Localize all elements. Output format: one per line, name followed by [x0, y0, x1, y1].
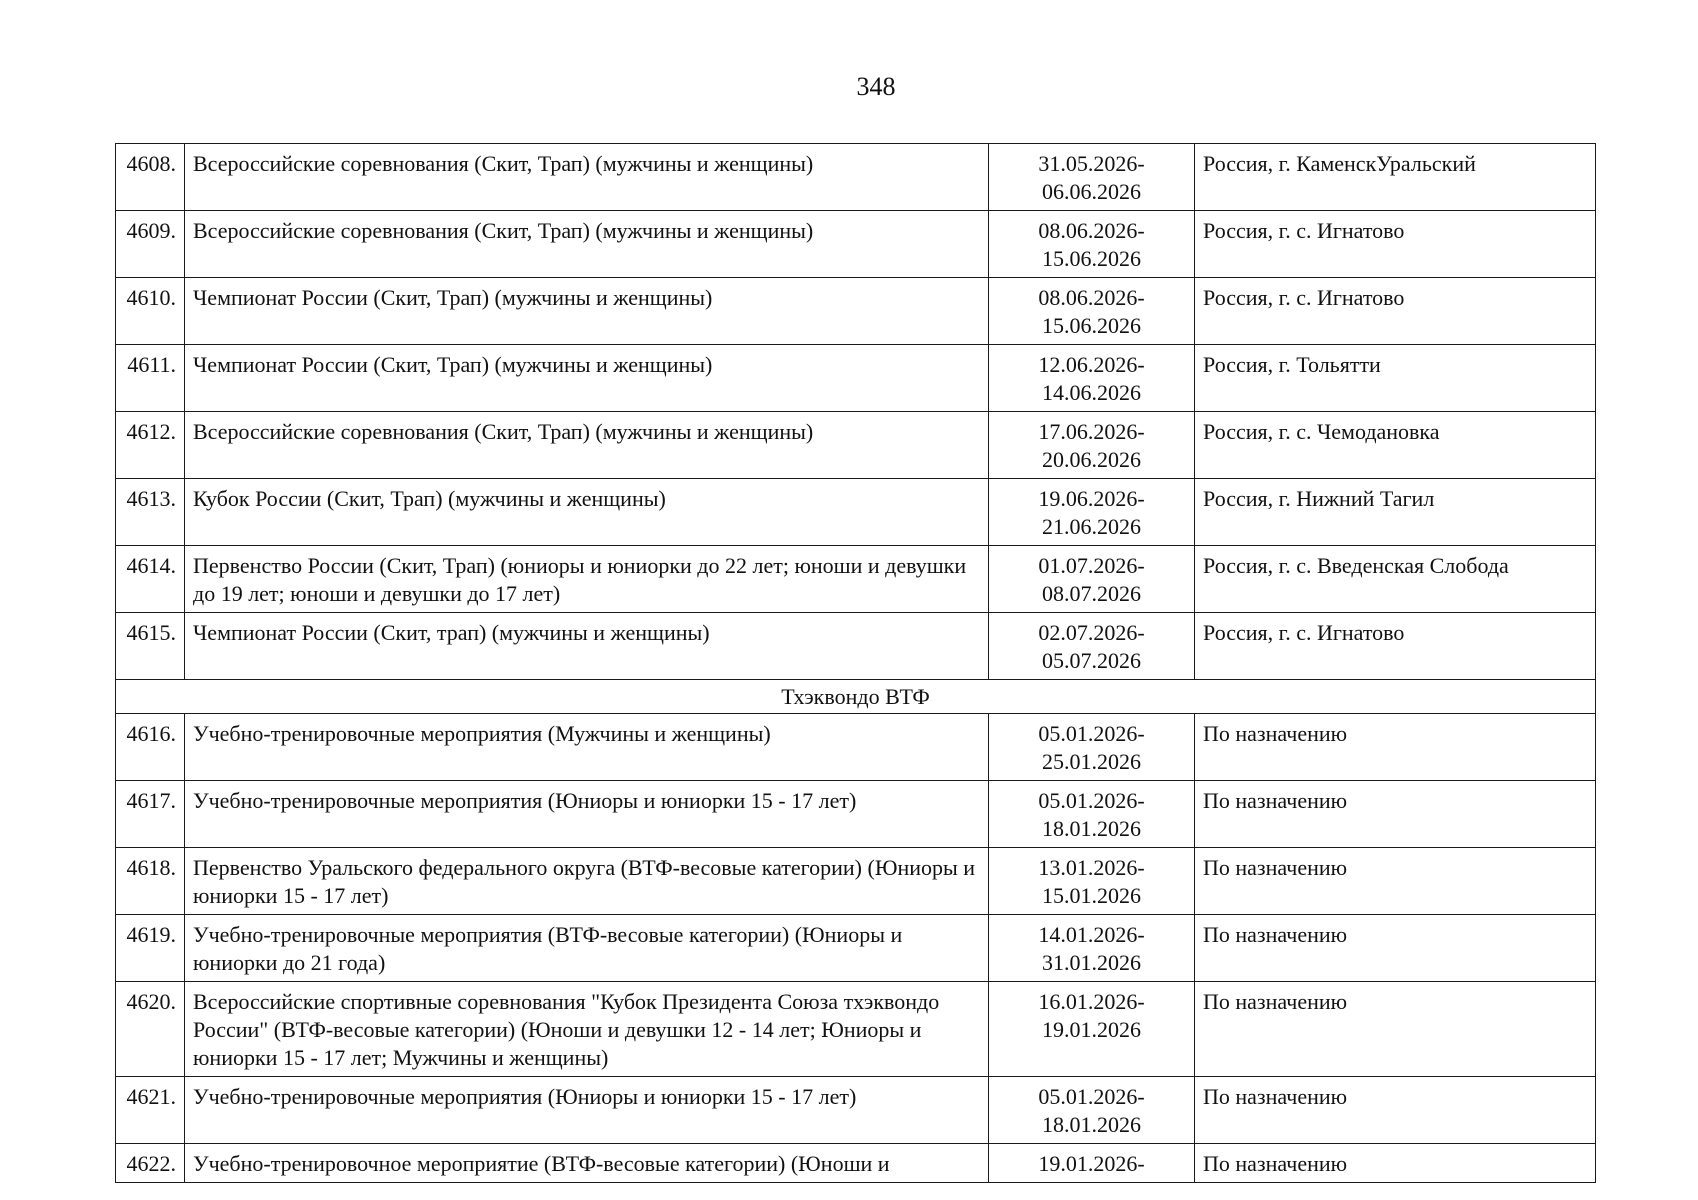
event-date-end: 08.07.2026: [1042, 581, 1141, 606]
event-row: [116, 1144, 1596, 1183]
event-name: Учебно-тренировочные мероприятия (Юниоры и юниорки 15 - 17 лет): [185, 1077, 989, 1144]
event-place: По назначению: [1195, 1144, 1596, 1183]
event-place: По назначению: [1195, 848, 1596, 915]
event-row: [116, 345, 1596, 412]
event-place: Россия, г. КаменскУральский: [1195, 144, 1596, 211]
event-number: 4619.: [116, 915, 185, 982]
section-header-row: [116, 680, 1596, 714]
event-date-start: 08.06.2026-: [1038, 218, 1145, 243]
section-title: Тхэквондо ВТФ: [116, 680, 1596, 714]
event-row: [116, 848, 1596, 915]
section-header-group: [116, 680, 1596, 714]
event-place: По назначению: [1195, 915, 1596, 982]
event-date-end: 20.06.2026: [1042, 447, 1141, 472]
event-dates: [989, 479, 1195, 546]
event-dates: [989, 144, 1195, 211]
event-number: 4616.: [116, 714, 185, 781]
event-date-end: 15.01.2026: [1042, 883, 1141, 908]
event-date-end: 14.06.2026: [1042, 380, 1141, 405]
event-name: Учебно-тренировочные мероприятия (Мужчины и женщины): [185, 714, 989, 781]
events-table: [115, 143, 1596, 1183]
event-dates: [989, 412, 1195, 479]
event-name: Кубок России (Скит, Трап) (мужчины и женщины): [185, 479, 989, 546]
event-number: 4612.: [116, 412, 185, 479]
event-dates: [989, 1077, 1195, 1144]
event-date-start: 05.01.2026-: [1038, 1084, 1145, 1109]
event-dates: [989, 1144, 1195, 1183]
event-dates: [989, 613, 1195, 680]
event-place: По назначению: [1195, 982, 1596, 1077]
page-number: 348: [856, 72, 896, 101]
event-date-start: 12.06.2026-: [1038, 352, 1145, 377]
event-name: Чемпионат России (Скит, трап) (мужчины и женщины): [185, 613, 989, 680]
event-date-start: 05.01.2026-: [1038, 721, 1145, 746]
events-group-taekwondo: [116, 714, 1596, 1183]
event-date-start: 05.01.2026-: [1038, 788, 1145, 813]
event-date-end: 18.01.2026: [1042, 816, 1141, 841]
event-name: Всероссийские спортивные соревнования "Кубок Президента Союза тхэквондо России" (ВТФ-весовые категории) (Юноши и девушки 12 - 14 лет; Юниоры и юниорки 15 - 17 лет; Мужчины и женщины): [185, 982, 989, 1077]
event-row: [116, 613, 1596, 680]
event-number: 4611.: [116, 345, 185, 412]
event-row: [116, 546, 1596, 613]
event-number: 4622.: [116, 1144, 185, 1183]
event-date-end: 25.01.2026: [1042, 749, 1141, 774]
event-place: Россия, г. с. Игнатово: [1195, 211, 1596, 278]
event-dates: [989, 848, 1195, 915]
event-name: Всероссийские соревнования (Скит, Трап) (мужчины и женщины): [185, 144, 989, 211]
event-number: 4608.: [116, 144, 185, 211]
event-date-end: 05.07.2026: [1042, 648, 1141, 673]
event-date-start: 19.01.2026-: [1038, 1151, 1145, 1176]
event-row: [116, 278, 1596, 345]
event-date-end: 06.06.2026: [1042, 179, 1141, 204]
event-place: Россия, г. с. Чемодановка: [1195, 412, 1596, 479]
event-dates: [989, 211, 1195, 278]
event-place: Россия, г. с. Введенская Слобода: [1195, 546, 1596, 613]
event-date-end: 31.01.2026: [1042, 950, 1141, 975]
event-dates: [989, 982, 1195, 1077]
event-place: По назначению: [1195, 781, 1596, 848]
event-date-end: 15.06.2026: [1042, 246, 1141, 271]
event-row: [116, 144, 1596, 211]
event-date-start: 17.06.2026-: [1038, 419, 1145, 444]
event-number: 4609.: [116, 211, 185, 278]
event-row: [116, 1077, 1596, 1144]
event-date-end: 21.06.2026: [1042, 514, 1141, 539]
event-place: По назначению: [1195, 1077, 1596, 1144]
event-row: [116, 211, 1596, 278]
event-name: Первенство Уральского федерального округа (ВТФ-весовые категории) (Юниоры и юниорки 15 - 17 лет): [185, 848, 989, 915]
event-name: Учебно-тренировочное мероприятие (ВТФ-весовые категории) (Юноши и: [185, 1144, 989, 1183]
event-date-start: 31.05.2026-: [1038, 151, 1145, 176]
event-number: 4621.: [116, 1077, 185, 1144]
event-place: Россия, г. с. Игнатово: [1195, 278, 1596, 345]
event-date-start: 01.07.2026-: [1038, 553, 1145, 578]
event-place: Россия, г. с. Игнатово: [1195, 613, 1596, 680]
event-dates: [989, 915, 1195, 982]
event-date-start: 19.06.2026-: [1038, 486, 1145, 511]
event-date-end: 15.06.2026: [1042, 313, 1141, 338]
event-place: Россия, г. Нижний Тагил: [1195, 479, 1596, 546]
event-dates: [989, 546, 1195, 613]
event-dates: [989, 345, 1195, 412]
event-place: По назначению: [1195, 714, 1596, 781]
event-place: Россия, г. Тольятти: [1195, 345, 1596, 412]
event-name: Чемпионат России (Скит, Трап) (мужчины и женщины): [185, 345, 989, 412]
events-group-shooting: [116, 144, 1596, 680]
event-date-start: 02.07.2026-: [1038, 620, 1145, 645]
event-name: Учебно-тренировочные мероприятия (ВТФ-весовые категории) (Юниоры и юниорки до 21 года): [185, 915, 989, 982]
event-date-start: 16.01.2026-: [1038, 989, 1145, 1014]
event-name: Чемпионат России (Скит, Трап) (мужчины и женщины): [185, 278, 989, 345]
event-dates: [989, 278, 1195, 345]
event-row: [116, 479, 1596, 546]
event-number: 4614.: [116, 546, 185, 613]
event-row: [116, 781, 1596, 848]
event-date-end: 19.01.2026: [1042, 1017, 1141, 1042]
event-row: [116, 714, 1596, 781]
event-name: Всероссийские соревнования (Скит, Трап) (мужчины и женщины): [185, 211, 989, 278]
event-number: 4620.: [116, 982, 185, 1077]
event-date-start: 13.01.2026-: [1038, 855, 1145, 880]
event-date-start: 08.06.2026-: [1038, 285, 1145, 310]
event-dates: [989, 781, 1195, 848]
event-dates: [989, 714, 1195, 781]
event-number: 4615.: [116, 613, 185, 680]
event-row: [116, 982, 1596, 1077]
event-date-start: 14.01.2026-: [1038, 922, 1145, 947]
event-number: 4618.: [116, 848, 185, 915]
event-name: Всероссийские соревнования (Скит, Трап) (мужчины и женщины): [185, 412, 989, 479]
event-number: 4617.: [116, 781, 185, 848]
event-number: 4613.: [116, 479, 185, 546]
event-date-end: 18.01.2026: [1042, 1112, 1141, 1137]
event-number: 4610.: [116, 278, 185, 345]
event-row: [116, 412, 1596, 479]
event-row: [116, 915, 1596, 982]
event-name: Учебно-тренировочные мероприятия (Юниоры и юниорки 15 - 17 лет): [185, 781, 989, 848]
event-name: Первенство России (Скит, Трап) (юниоры и юниорки до 22 лет; юноши и девушки до 19 лет; юноши и девушки до 17 лет): [185, 546, 989, 613]
